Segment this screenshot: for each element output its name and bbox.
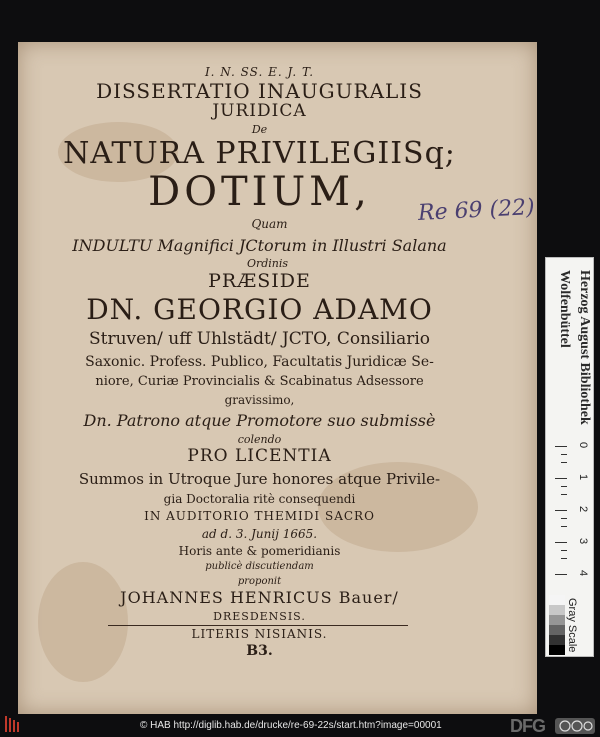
signature-mark: B3.: [246, 643, 273, 659]
indultu-line: INDULTU Magnifici JCtorum in Illustri Salana: [72, 236, 447, 255]
ruler-number-0: 0: [577, 442, 589, 449]
licentia-line: PRO LICENTIA: [187, 446, 332, 466]
cc-license-icon: [555, 718, 595, 734]
quam-line: Quam: [251, 217, 288, 231]
gravissimo-line: gravissimo,: [224, 393, 295, 407]
de-line: De: [251, 123, 268, 136]
printer-rule: [108, 625, 408, 626]
author-line: JOHANNES HENRICUS Bauer/: [120, 588, 399, 607]
title-line-3: NATURA PRIVILEGIISq;: [63, 136, 456, 171]
grayscale-swatches: [549, 595, 565, 653]
ruler-number-4: 4: [577, 570, 589, 577]
corner-bars-icon: [4, 714, 20, 734]
georgio-line: DN. GEORGIO ADAMO: [86, 293, 433, 326]
colendo-line: colendo: [237, 433, 282, 446]
title-line-1: DISSERTATIO INAUGURALIS: [96, 79, 423, 103]
dfg-logo: DFG: [510, 716, 545, 736]
grayscale-label: Gray Scale: [566, 598, 578, 653]
struven-line: Struven/ uff Uhlstädt/ JCTO, Consiliario: [88, 329, 431, 349]
horis-line: Horis ante & pomeridianis: [178, 544, 341, 558]
niore-line: niore, Curiæ Provincialis & Scabinatus Adsessore: [95, 374, 424, 389]
auditorio-line: IN AUDITORIO THEMIDI SACRO: [144, 509, 375, 523]
ruler-number-1: 1: [577, 474, 589, 481]
ordinis-line: Ordinis: [246, 257, 289, 270]
saxonic-line: Saxonic. Profess. Publico, Facultatis Juridicæ Se-: [85, 354, 434, 370]
title-line-4: DOTIUM,: [148, 169, 371, 215]
praeside-line: PRÆSIDE: [208, 270, 311, 292]
footer-bar: [0, 716, 600, 737]
ruler: [549, 438, 589, 590]
patrono-line: Dn. Patrono atque Promotore suo submissè: [83, 411, 436, 430]
dresdensis-line: DRESDENSIS.: [213, 610, 306, 623]
ruler-number-3: 3: [577, 538, 589, 545]
ruler-number-2: 2: [577, 506, 589, 513]
proponit-line: proponit: [237, 576, 282, 587]
title-line-2: JURIDICA: [212, 101, 307, 121]
copyright-url[interactable]: © HAB http://diglib.hab.de/drucke/re-69-22s/start.htm?image=00001: [140, 720, 442, 731]
gia-line: gia Doctoralia ritè consequendi: [163, 492, 356, 506]
summos-line: Summos in Utroque Jure honores atque Privile-: [78, 470, 441, 488]
library-name: Herzog August Bibliothek Wolfenbüttel: [557, 270, 592, 425]
shelfmark-handwritten: Re 69 (22): [417, 194, 536, 227]
date-line: ad d. 3. Junij 1665.: [201, 527, 318, 541]
printer-line: LITERIS NISIANIS.: [191, 627, 328, 641]
motto-line: I. N. SS. E. J. T.: [204, 65, 315, 79]
publice-line: publicè discutiendam: [205, 561, 314, 572]
